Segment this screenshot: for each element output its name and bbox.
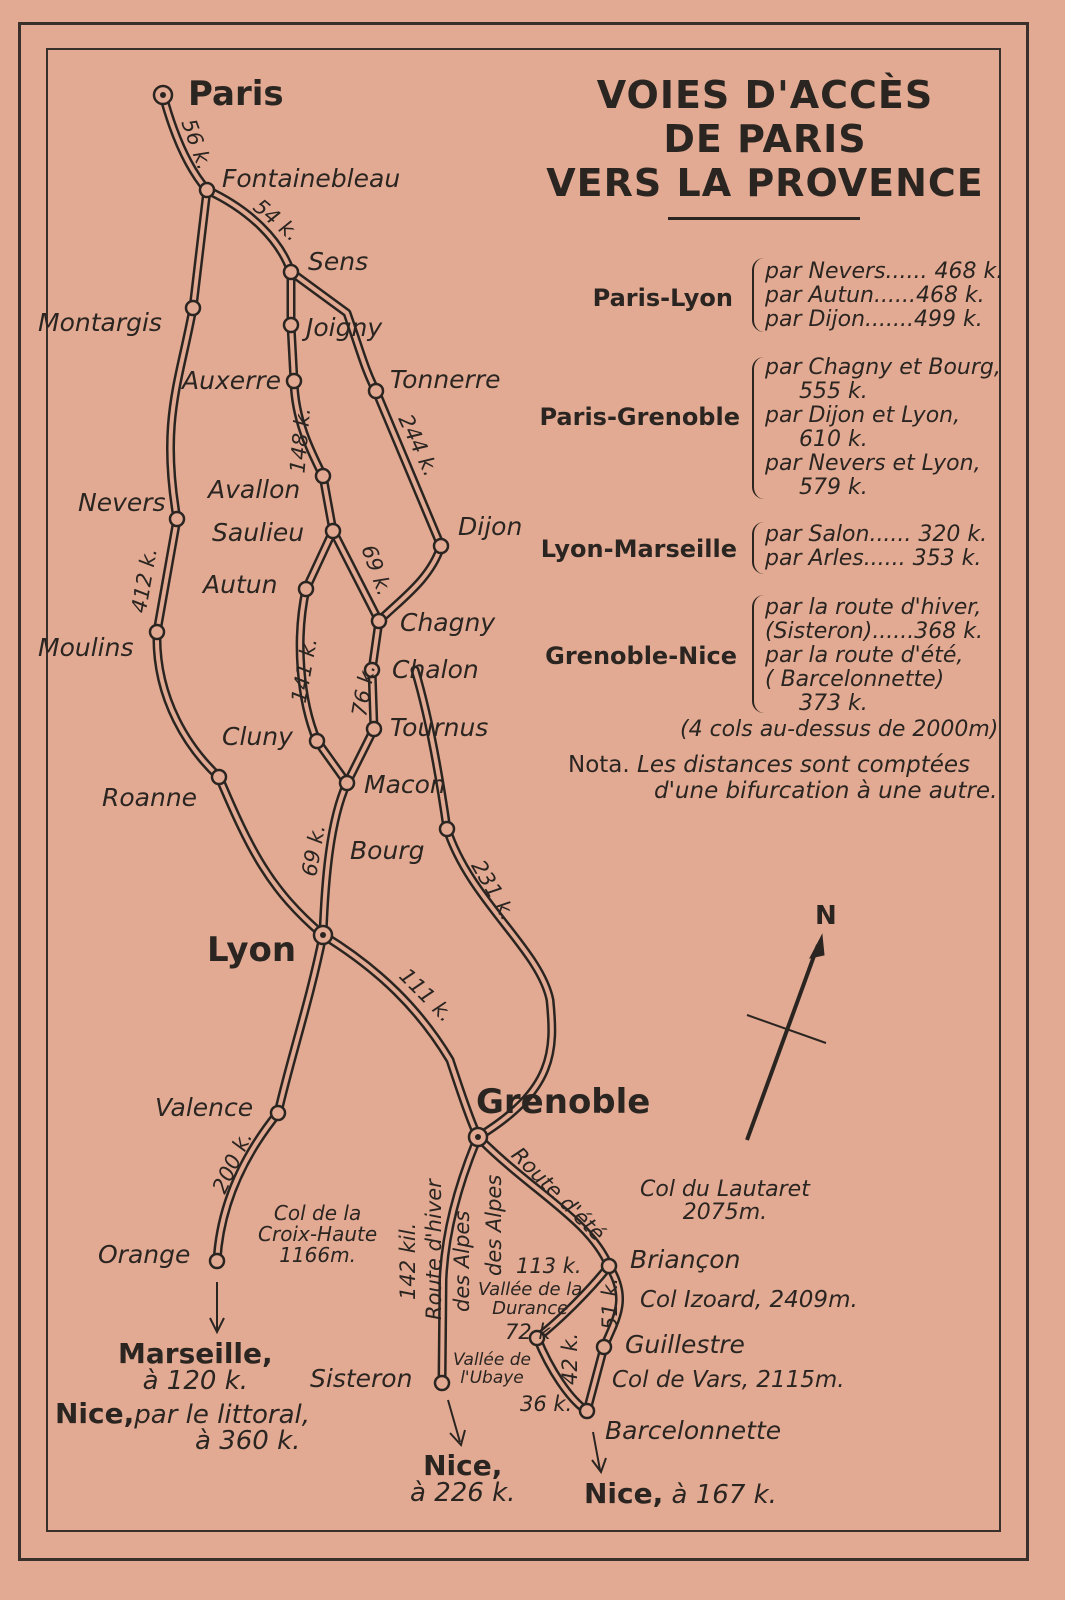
distance-label: 69 k. (356, 541, 397, 599)
town-dijon: Dijon (458, 512, 523, 541)
town-briancon: Briançon (630, 1245, 741, 1274)
nota-text: d'une bifurcation à une autre. (654, 778, 998, 804)
distance-label: 231 k. (466, 855, 521, 925)
col-vars: Col de Vars, 2115m. (612, 1367, 845, 1393)
feature-line: 1166m. (279, 1243, 356, 1267)
town-marker (372, 614, 386, 628)
distance-label: 142 kil. (396, 1222, 420, 1300)
route-hiver-label: des Alpes (450, 1210, 474, 1312)
route-hiver-label: Route d'hiver (422, 1179, 446, 1320)
town-marker (284, 265, 298, 279)
legend-item: ( Barcelonnette) (765, 667, 945, 692)
legend-item: (Sisteron)......368 k. (765, 619, 983, 644)
distance-label: 111 k. (394, 963, 458, 1027)
town-marker (434, 539, 448, 553)
distance-label: 244 k. (393, 410, 443, 481)
distance-label: 141 k. (286, 636, 322, 705)
legend-item: 579 k. (799, 475, 868, 500)
town-marker (150, 625, 164, 639)
legend-items (765, 523, 987, 571)
town-marker (435, 1376, 449, 1390)
distance-label: 69 k. (297, 822, 330, 879)
town-marker (212, 770, 226, 784)
town-lyon: Lyon (207, 930, 297, 970)
route-ete-label: Route d'été (506, 1142, 610, 1246)
dest-name: Nice, (423, 1449, 503, 1482)
legend-item: par Arles...... 353 k. (765, 546, 982, 571)
feature-line: Vallée de (453, 1350, 531, 1370)
town-chagny: Chagny (400, 608, 496, 637)
distance-label: 54 k. (248, 194, 305, 247)
town-roanne: Roanne (102, 783, 198, 812)
feature-line: 2075m. (682, 1200, 768, 1226)
town-cluny: Cluny (222, 722, 293, 751)
dest-name: Nice, (55, 1397, 135, 1430)
town-autun: Autun (203, 570, 278, 599)
town-marker (284, 318, 298, 332)
legend-item: par Nevers...... 468 k. (765, 259, 1004, 284)
town-marker (326, 524, 340, 538)
nota-text: Les distances sont comptées (637, 752, 971, 778)
road-segment (323, 935, 478, 1137)
road-segment (157, 190, 323, 935)
town-marker (186, 301, 200, 315)
dest-distance: à 120 k. (142, 1366, 249, 1396)
town-moulins: Moulins (38, 633, 134, 662)
nota (568, 752, 997, 804)
legend-item: par Autun......468 k. (765, 283, 985, 308)
feature-line: Col de la (273, 1201, 362, 1225)
destination-nice-sisteron (410, 1449, 516, 1508)
route-ete-label: des Alpes (482, 1174, 506, 1276)
legend-item: par Salon...... 320 k. (765, 522, 988, 547)
town-saulieu: Saulieu (212, 518, 305, 547)
legend-item: 555 k. (799, 379, 868, 404)
town-valence: Valence (155, 1093, 254, 1122)
brace (752, 258, 764, 332)
dest-distance: à 360 k. (195, 1426, 301, 1456)
distance-label: 42 k. (558, 1332, 582, 1385)
town-tonnerre: Tonnerre (390, 365, 501, 394)
town-marker (310, 734, 324, 748)
town-auxerre: Auxerre (182, 366, 282, 395)
legend-item: par Dijon.......499 k. (765, 307, 983, 332)
city-dot (160, 92, 166, 98)
dest-distance: à 226 k. (410, 1478, 516, 1508)
town-grenoble: Grenoble (476, 1082, 651, 1122)
feature-line: Croix-Haute (258, 1222, 378, 1246)
distance-label: 72 k (505, 1320, 551, 1344)
town-paris: Paris (188, 74, 284, 114)
distance-label: 76 k. (347, 662, 380, 719)
town-marker (597, 1340, 611, 1354)
title-line: VERS LA PROVENCE (546, 161, 984, 205)
city-dot (475, 1134, 481, 1140)
vallee-ubaye (453, 1352, 531, 1388)
distance-label: 36 k. (520, 1392, 573, 1416)
dest-distance: à 167 k. (671, 1480, 777, 1510)
road-segment (323, 935, 478, 1137)
arrow-nice-barcelonnette (592, 1432, 606, 1472)
col-izoard: Col Izoard, 2409m. (640, 1287, 858, 1313)
compass-north-label: N (815, 901, 837, 931)
legend-items (765, 260, 1003, 332)
destination-nice-barcelonnette (584, 1477, 777, 1510)
col-croix-haute (258, 1203, 377, 1266)
distance-label: 56 k. (176, 115, 217, 173)
nota-label: Nota. (568, 752, 630, 778)
dest-via: par le littoral, (134, 1400, 310, 1430)
town-avallon: Avallon (208, 475, 301, 504)
town-marker (200, 183, 214, 197)
feature-line: Col du Lautaret (640, 1177, 810, 1202)
arrow-nice-sisteron (448, 1400, 465, 1445)
legend-lyon-marseille: Lyon-Marseille (540, 535, 737, 563)
town-marker (580, 1404, 594, 1418)
town-marker (340, 776, 354, 790)
town-chalon: Chalon (392, 655, 479, 684)
town-marker (316, 469, 330, 483)
brace (752, 595, 764, 713)
legend-item: 610 k. (799, 427, 868, 452)
town-guillestre: Guillestre (625, 1330, 745, 1359)
town-bourg: Bourg (350, 836, 425, 865)
dest-name: Marseille, (118, 1337, 273, 1370)
title-line: DE PARIS (663, 117, 867, 161)
town-fontainebleau: Fontainebleau (222, 164, 401, 193)
town-macon: Macon (364, 770, 446, 799)
distance-label: 200 k. (207, 1127, 258, 1198)
town-barcelonnette: Barcelonnette (605, 1416, 782, 1445)
town-tournus: Tournus (390, 713, 489, 742)
legend-items (765, 596, 983, 716)
title-rule (668, 217, 860, 220)
feature-line: Durance (492, 1297, 569, 1319)
legend-item: par Dijon et Lyon, (765, 403, 961, 428)
legend-grenoble-nice: Grenoble-Nice (545, 642, 737, 670)
feature-line: Vallée de la (478, 1279, 583, 1300)
legend-paris-lyon: Paris-Lyon (592, 284, 733, 312)
legend-paris-grenoble: Paris-Grenoble (539, 403, 740, 431)
legend-item: par Chagny et Bourg, (765, 355, 1001, 380)
legend-item: par Nevers et Lyon, (765, 451, 981, 476)
brace (752, 357, 764, 499)
town-sisteron: Sisteron (310, 1364, 413, 1393)
legend-item: par la route d'été, (765, 643, 964, 668)
town-marker (210, 1254, 224, 1268)
distance-label: 51 k. (598, 1277, 622, 1330)
destination-marseille (118, 1337, 273, 1396)
distance-label: 412 k. (126, 546, 162, 615)
town-sens: Sens (308, 247, 369, 276)
town-marker (367, 722, 381, 736)
legend-item: par la route d'hiver, (765, 595, 982, 620)
distance-label: 113 k. (516, 1254, 582, 1278)
town-orange: Orange (98, 1240, 191, 1269)
town-marker (170, 512, 184, 526)
legend-items (765, 356, 1001, 500)
map-title (545, 73, 985, 205)
arrow-marseille (210, 1282, 224, 1332)
feature-line: l'Ubaye (460, 1367, 524, 1388)
town-marker (602, 1259, 616, 1273)
legend-note: (4 cols au-dessus de 2000m) (680, 717, 999, 742)
town-montargis: Montargis (38, 308, 162, 337)
town-marker (369, 384, 383, 398)
distance-label: 148 k. (285, 406, 316, 475)
vallee-durance (478, 1281, 582, 1319)
north-arrow-icon (747, 935, 826, 1140)
town-marker (287, 374, 301, 388)
col-lautaret (640, 1178, 810, 1224)
city-dot (320, 932, 326, 938)
town-nevers: Nevers (78, 488, 166, 517)
town-marker (299, 582, 313, 596)
town-joigny: Joigny (306, 313, 383, 342)
destination-nice-littoral (55, 1397, 310, 1456)
legend-item: 373 k. (799, 691, 868, 716)
title-line: VOIES D'ACCÈS (596, 73, 934, 117)
town-marker (440, 822, 454, 836)
dest-name: Nice, (584, 1477, 664, 1510)
town-marker (271, 1106, 285, 1120)
brace (752, 522, 764, 574)
